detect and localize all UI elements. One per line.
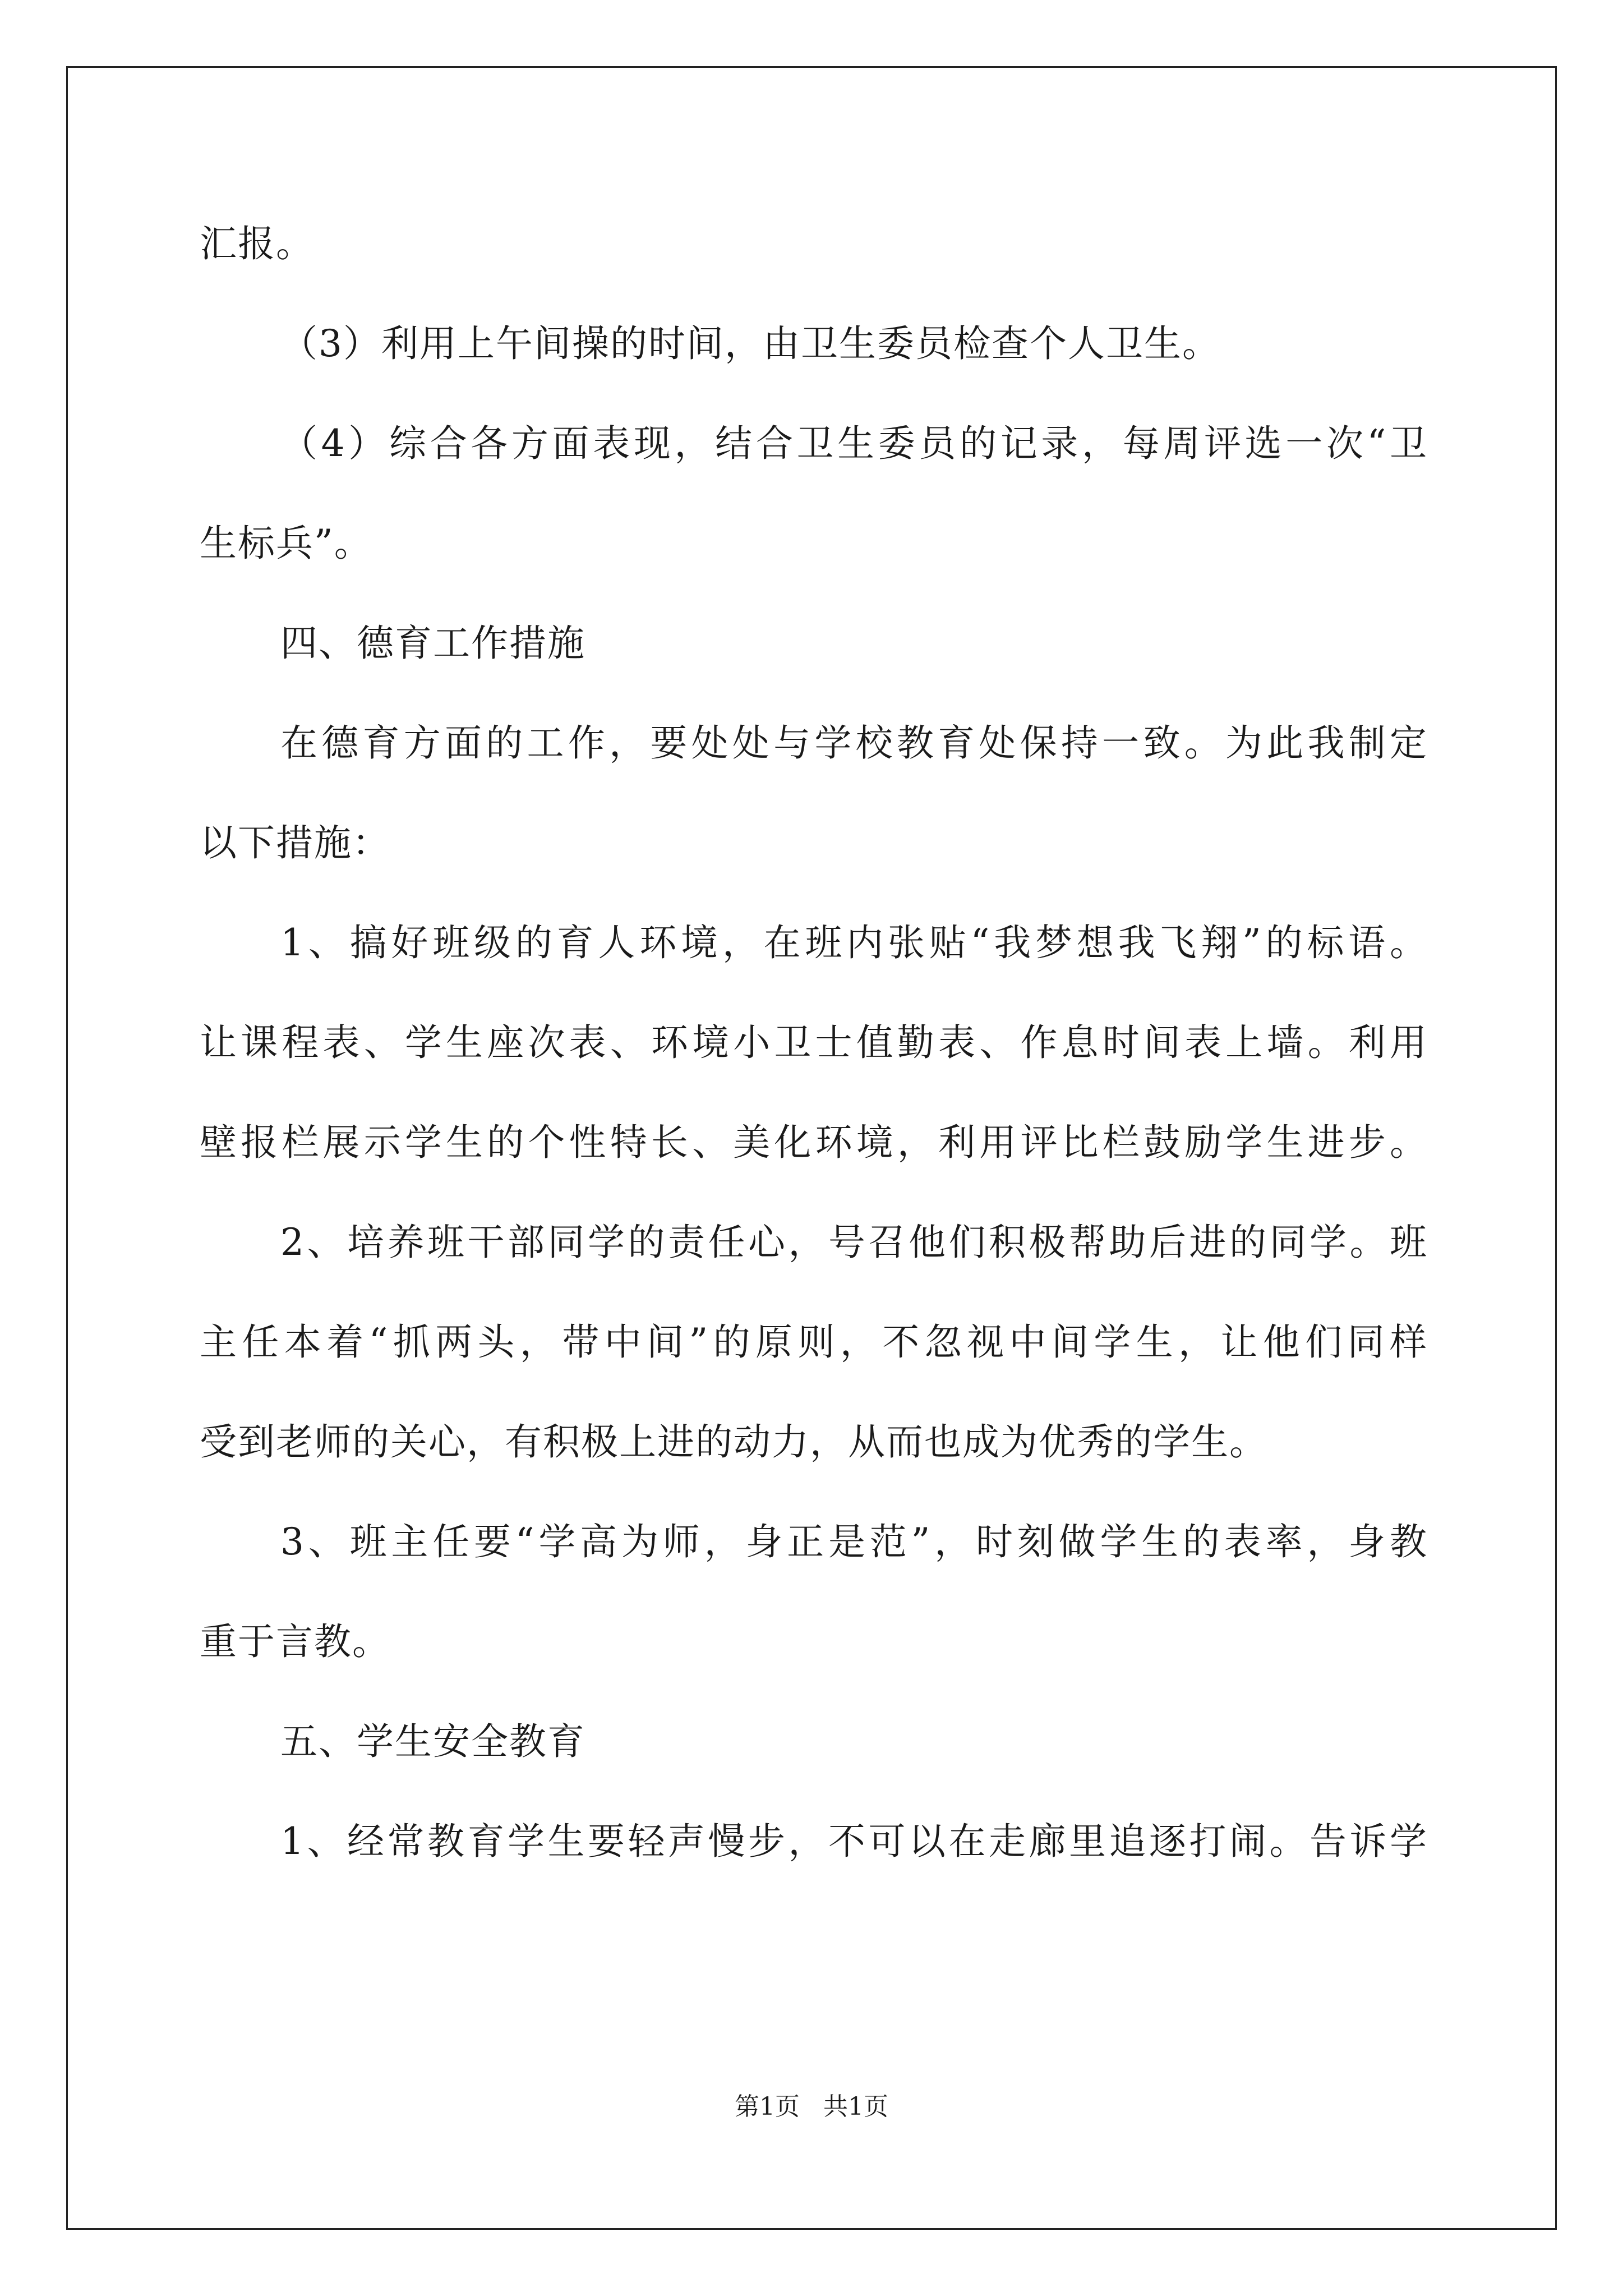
text-line-4: 生标兵”。	[200, 522, 372, 565]
section-heading-safety-education: 五、学生安全教育	[280, 1720, 585, 1763]
text-line-15: 重于言教。	[200, 1620, 390, 1663]
text-line-17: 1、经常教育学生要轻声慢步，不可以在走廊里追逐打闹。告诉学	[280, 1820, 1428, 1863]
text-line-9: 让课程表、学生座次表、环境小卫士值勤表、作息时间表上墙。利用	[200, 1021, 1428, 1064]
text-line-7: 以下措施：	[200, 821, 390, 864]
text-line-3: （4）综合各方面表现，结合卫生委员的记录，每周评选一次“卫	[280, 422, 1428, 465]
section-heading-moral-education: 四、德育工作措施	[280, 622, 585, 665]
text-line-6: 在德育方面的工作，要处处与学校教育处保持一致。为此我制定	[280, 721, 1428, 765]
text-line-8: 1、搞好班级的育人环境，在班内张贴“我梦想我飞翔”的标语。	[280, 921, 1428, 964]
text-line-11: 2、培养班干部同学的责任心，号召他们积极帮助后进的同学。班	[280, 1221, 1428, 1264]
text-line-14: 3、班主任要“学高为师，身正是范”，时刻做学生的表率，身教	[280, 1520, 1428, 1563]
page-number-footer: 第1页 共1页	[735, 2092, 888, 2121]
text-line-10: 壁报栏展示学生的个性特长、美化环境，利用评比栏鼓励学生进步。	[200, 1121, 1428, 1164]
text-line-13: 受到老师的关心，有积极上进的动力，从而也成为优秀的学生。	[200, 1420, 1267, 1464]
text-line-12: 主任本着“抓两头，带中间”的原则，不忽视中间学生，让他们同样	[200, 1320, 1428, 1364]
text-line-2: （3）利用上午间操的时间，由卫生委员检查个人卫生。	[280, 322, 1220, 365]
text-line-1: 汇报。	[200, 222, 314, 265]
